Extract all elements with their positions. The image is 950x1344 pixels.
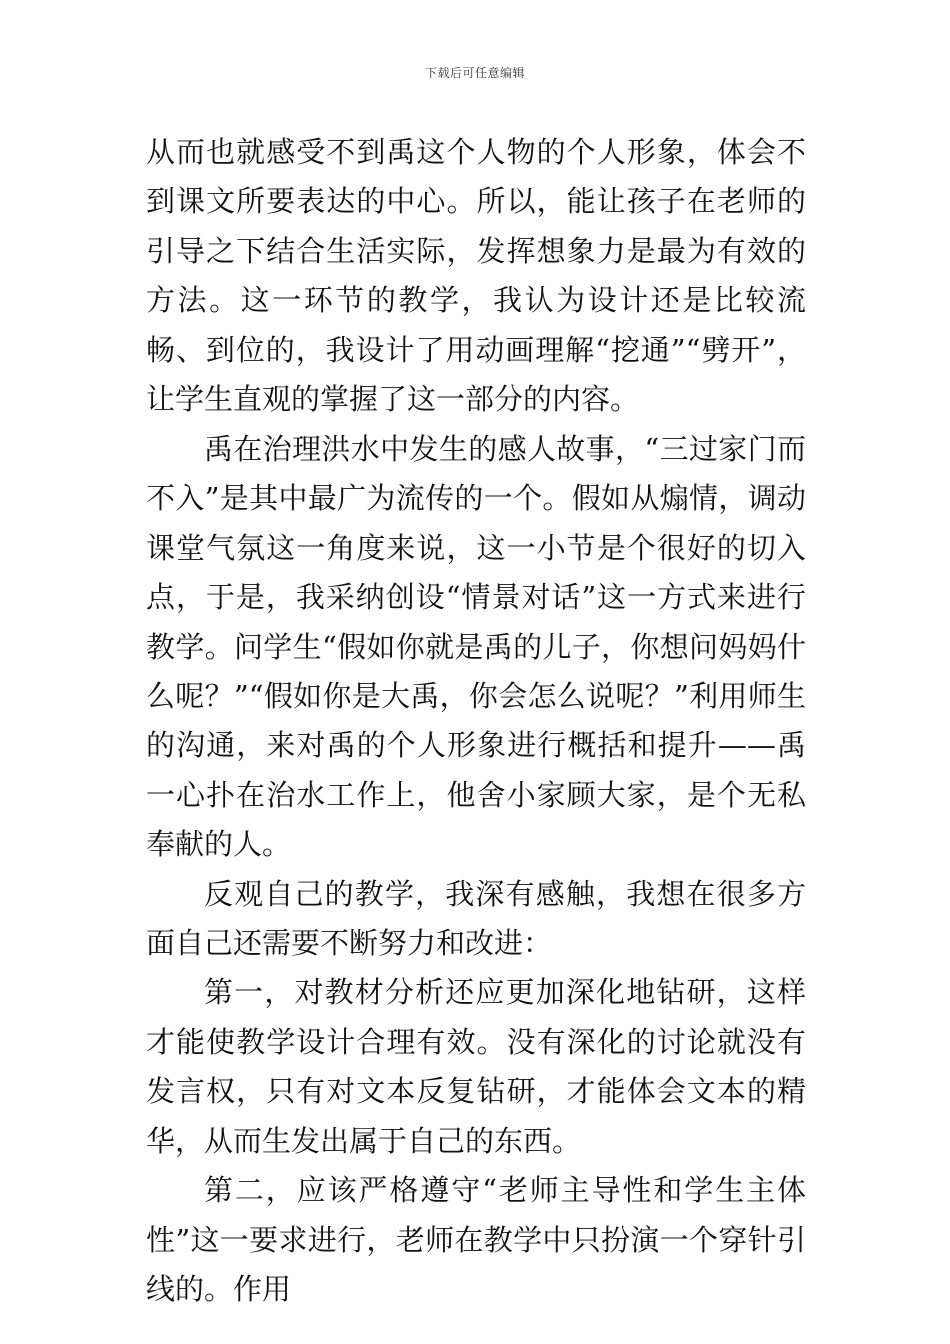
paragraph-3: 反观自己的教学，我深有感触，我想在很多方面自己还需要不断努力和改进： — [146, 876, 806, 961]
page-header: 下载后可任意编辑 — [424, 66, 525, 80]
paragraph-5: 第二，应该严格遵守“老师主导性和学生主体性”这一要求进行，老师在教学中只扮演一个穿针引线的。作用 — [146, 1173, 806, 1306]
paragraph-2: 禹在治理洪水中发生的感人故事，“三过家门而不入”是其中最广为流传的一个。假如从煽情，调动课堂气氛这一角度来说，这一小节是个很好的切入点，于是，我采纳创设“情景对话”这一方式来进行教学。问学生“假如你就是禹的儿子，你想问妈妈什么呢？”“假如你是大禹，你会怎么说呢？”利用师生的沟通，来对禹的个人形象进行概括和提升——禹一心扑在治水工作上，他舍小家顾大家，是个无私奉献的人。 — [146, 432, 806, 862]
document-body — [146, 128, 806, 1314]
paragraph-1: 从而也就感受不到禹这个人物的个人形象，体会不到课文所要表达的中心。所以，能让孩子在老师的引导之下结合生活实际，发挥想象力是最为有效的方法。这一环节的教学，我认为设计还是比较流畅、到位的，我设计了用动画理解“挖通”“劈开”，让学生直观的掌握了这一部分的内容。 — [146, 135, 806, 417]
paragraph-4: 第一，对教材分析还应更加深化地钻研，这样才能使教学设计合理有效。没有深化的讨论就没有发言权，只有对文本反复钻研，才能体会文本的精华，从而生发出属于自己的东西。 — [146, 975, 806, 1158]
